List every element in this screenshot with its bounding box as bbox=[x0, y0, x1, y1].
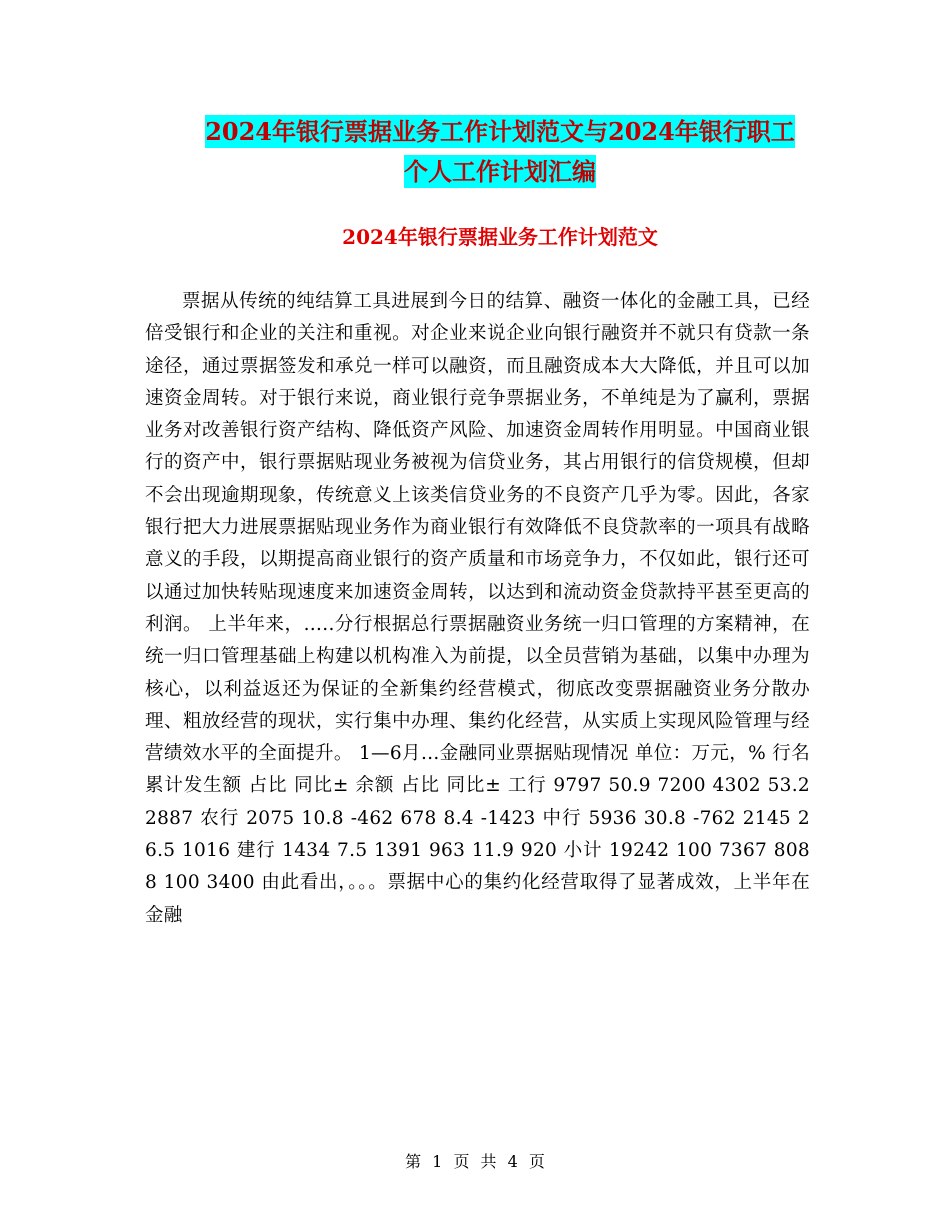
body-paragraph: 票据从传统的纯结算工具进展到今日的结算、融资一体化的金融工具，已经倍受银行和企业的关注和重视。对企业来说企业向银行融资并不就只有贷款一条途径，通过票据签发和承兑一样可以融资，而且融资成本大大降低，并且可以加速资金周转。对于银行来说，商业银行竞争票据业务，不单纯是为了赢利，票据业务对改善银行资产结构、降低资产风险、加速资金周转作用明显。中国商业银行的资产中，银行票据贴现业务被视为信贷业务，其占用银行的信贷规模，但却不会出现逾期现象，传统意义上该类信贷业务的不良资产几乎为零。因此，各家银行把大力进展票据贴现业务作为商业银行有效降低不良贷款率的一项具有战略意义的手段，以期提高商业银行的资产质量和市场竞争力，不仅如此，银行还可以通过加快转贴现速度来加速资金周转，以达到和流动资金贷款持平甚至更高的利润。 上半年来，…..分行根据总行票据融资业务统一归口管理的方案精神，在统一归口管理基础上构建以机构准入为前提，以全员营销为基础，以集中办理为核心，以利益返还为保证的全新集约经营模式，彻底改变票据融资业务分散办理、粗放经营的现状，实行集中办理、集约化经营，从实质上实现风险管理与经营绩效水平的全面提升。 1—6月…金融同业票据贴现情况 单位：万元，% 行名 累计发生额 占比 同比± 余额 占比 同比± 工行 9797 50.9 7200 4302 53.2 2887 农行 2075 10.8 -462 678 8.4 -1423 中行 5936 30.8 -762 2145 26.5 1016 建行 1434 7.5 1391 963 11.9 920 小计 19242 100 7367 8088 100 3400 由此看出，。。。票据中心的集约化经营取得了显著成效，上半年在金融 bbox=[145, 291, 810, 926]
section-title: 2024年银行票据业务工作计划范文 bbox=[342, 225, 658, 249]
page-footer: 第 1 页 共 4 页 bbox=[405, 1152, 545, 1171]
document-title-line-1: 2024年银行票据业务工作计划范文与2024年银行职工 bbox=[205, 117, 795, 146]
document-title-line-2: 个人工作计划汇编 bbox=[404, 157, 596, 186]
document-title bbox=[140, 112, 860, 192]
